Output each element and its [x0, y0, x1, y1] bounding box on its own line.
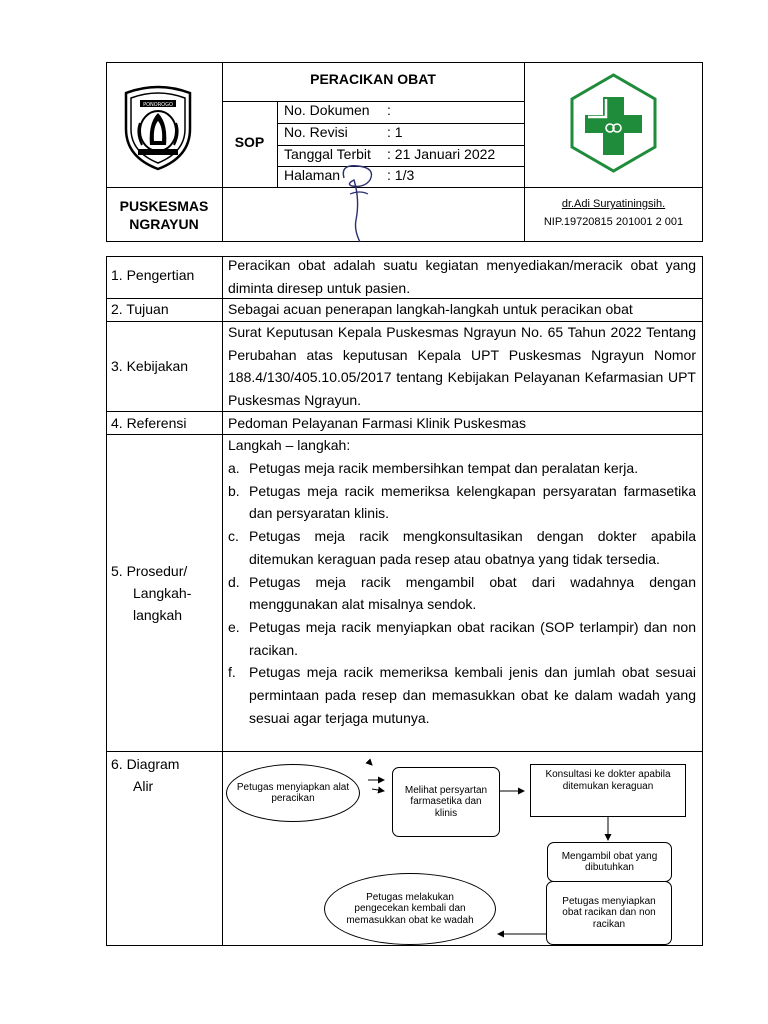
- step-text: Petugas meja racik mengkonsultasikan dengan dokter apabila ditemukan keraguan pada resep atau obatnya yang tidak tersedia.: [249, 528, 696, 567]
- header-row-divider: [106, 187, 703, 188]
- step-text: Petugas meja racik memeriksa kelengkapan persyaratan farmasetika dan persyaratan klinis.: [249, 482, 696, 522]
- meta-value-halaman: : 1/3: [387, 167, 415, 183]
- step-letter: b.: [228, 482, 240, 499]
- signer-nip: NIP.19720815 201001 2 001: [543, 216, 684, 228]
- procedure-intro: Langkah – langkah:: [228, 437, 351, 453]
- org-name-line2: NGRAYUN: [129, 216, 199, 232]
- section-label-diagram: 6. Diagram: [111, 756, 180, 772]
- section-label-kebijakan: 3. Kebijakan: [111, 358, 189, 374]
- section-text-kebijakan: Surat Keputusan Kepala Puskesmas Ngrayun No. 65 Tahun 2022 Tentang Perubahan atas keputusan Kepala UPT Puskesmas Ngrayun Nomor 188.4/130/405.10.05/2017 tentang Kebijakan Pelayanan Kefarmasian UPT Puskesmas Ngrayun.: [228, 324, 696, 408]
- org-name-line1: PUSKESMAS: [119, 198, 209, 214]
- section-label-prosedur-3: langkah: [133, 607, 183, 623]
- step-text: Petugas meja racik menyiapkan obat racikan (SOP terlampir) dan non racikan.: [249, 618, 696, 658]
- section-label-referensi: 4. Referensi: [111, 415, 187, 431]
- step-letter: e.: [228, 618, 240, 635]
- signer-name: dr.Adi Suryatiningsih.: [561, 198, 666, 210]
- step-text: Petugas meja racik membersihkan tempat dan peralatan kerja.: [249, 460, 639, 476]
- ponorogo-seal-logo: [118, 83, 198, 171]
- meta-value-tanggal: : 21 Januari 2022: [387, 146, 496, 162]
- flow-node-prepare: Petugas menyiapkan obat racikan dan non racikan: [546, 881, 672, 945]
- puskesmas-cross-logo: [570, 73, 657, 173]
- handwritten-signature: [330, 160, 390, 244]
- procedure-steps: [228, 457, 696, 729]
- meta-label-tanggal: Tanggal Terbit: [284, 146, 371, 162]
- list-item: [228, 525, 696, 570]
- list-item: [228, 661, 696, 729]
- flow-node-start: Petugas menyiapkan alat peracikan: [226, 764, 360, 822]
- meta-value-revisi: : 1: [387, 124, 403, 140]
- section-label-pengertian: 1. Pengertian: [111, 267, 195, 283]
- list-item: [228, 457, 696, 480]
- meta-label-dokumen: No. Dokumen: [284, 102, 370, 118]
- sop-divider: [277, 101, 278, 187]
- section-text-referensi: Pedoman Pelayanan Farmasi Klinik Puskesmas: [228, 415, 527, 431]
- meta-value-dokumen: :: [387, 102, 391, 118]
- sop-label: SOP: [234, 134, 265, 150]
- list-item: [228, 571, 696, 616]
- header-divider-left: [222, 62, 223, 242]
- step-text: Petugas meja racik memeriksa kembali jenis dan jumlah obat sesuai permintaan pada resep dan memasukkan obat ke dalam wadah yang sesuai agar terjaga mutunya.: [249, 664, 696, 726]
- seal-text: PONOROGO: [143, 102, 173, 108]
- step-text: Petugas meja racik mengambil obat dari wadahnya dengan menggunakan alat misalnya sendok.: [249, 573, 696, 613]
- flow-node-take: Mengambil obat yang dibutuhkan: [547, 842, 672, 882]
- section-label-prosedur-2: Langkah-: [133, 585, 192, 601]
- document-title: PERACIKAN OBAT: [310, 71, 436, 87]
- flow-node-final: Petugas melakukan pengecekan kembali dan memasukkan obat ke wadah: [324, 873, 496, 945]
- list-item: [228, 480, 696, 525]
- row-divider: [106, 434, 703, 435]
- step-letter: f.: [228, 664, 236, 681]
- flow-node-check: Melihat persyartan farmasetika dan klinis: [392, 767, 500, 837]
- meta-label-halaman: Halaman: [284, 167, 341, 183]
- section-label-diagram-2: Alir: [133, 778, 154, 794]
- title-underline: [222, 101, 524, 102]
- section-text-tujuan: Sebagai acuan penerapan langkah-langkah untuk peracikan obat: [228, 301, 633, 317]
- section-text-pengertian: Peracikan obat adalah suatu kegiatan menyediakan/meracik obat yang diminta diresep untuk pasien.: [228, 257, 696, 296]
- section-label-tujuan: 2. Tujuan: [111, 301, 169, 317]
- step-letter: d.: [228, 573, 240, 590]
- step-letter: c.: [228, 528, 239, 545]
- flow-node-consult: Konsultasi ke dokter apabila ditemukan keraguan: [530, 764, 686, 817]
- list-item: [228, 616, 696, 661]
- meta-label-revisi: No. Revisi: [284, 124, 348, 140]
- section-label-prosedur: 5. Prosedur/: [111, 563, 188, 579]
- step-letter: a.: [228, 460, 240, 476]
